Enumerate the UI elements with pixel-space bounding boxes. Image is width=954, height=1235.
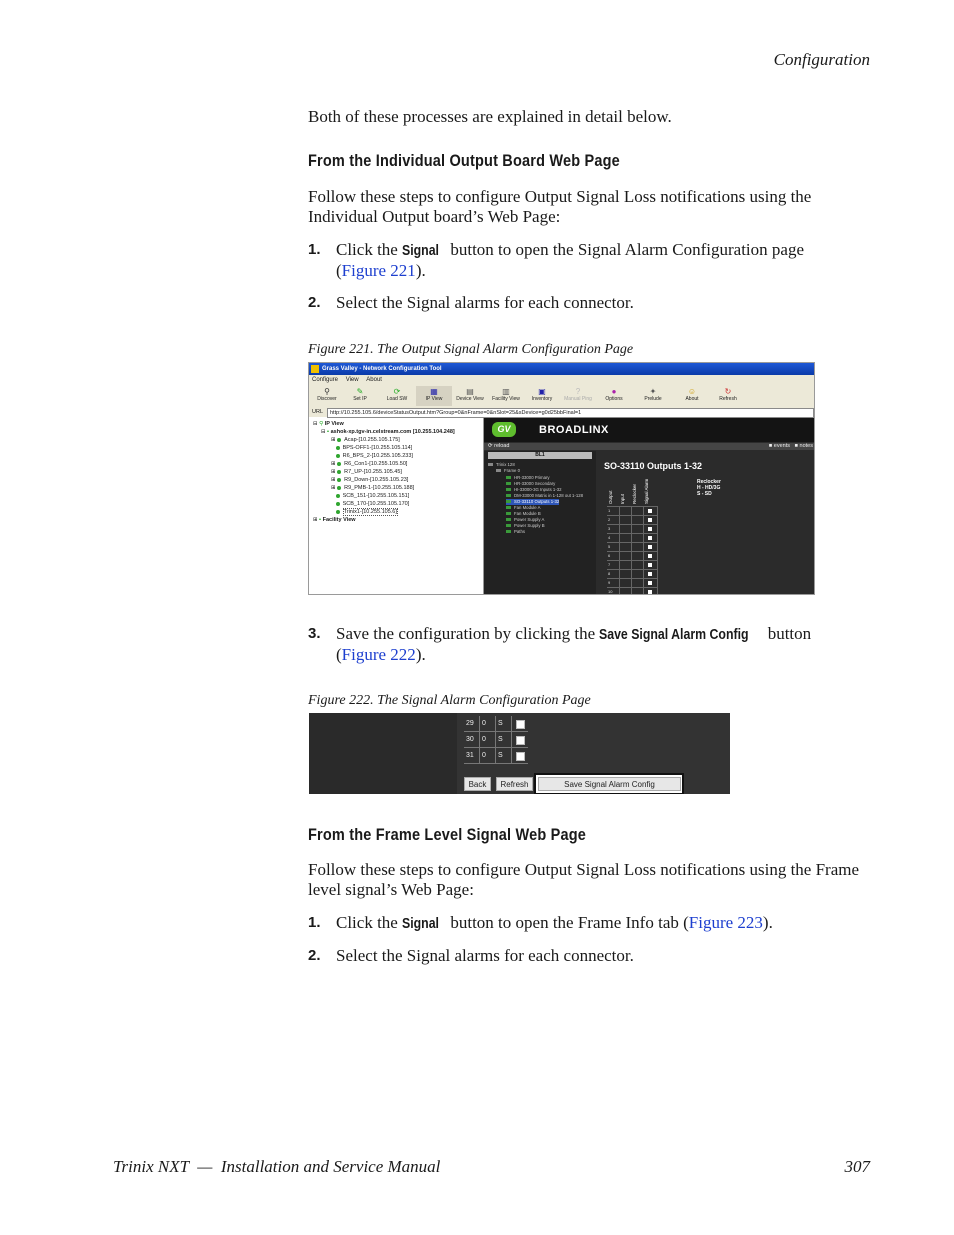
menu-view[interactable]: View (345, 377, 359, 383)
column-label: Reclocker (632, 483, 637, 504)
column-label: Signal Alarm (644, 478, 649, 504)
row-number: 3 (608, 526, 611, 531)
about-button[interactable] (674, 386, 710, 406)
ip-view-button[interactable] (416, 386, 452, 406)
signal-alarm-checkbox[interactable] (648, 554, 652, 558)
module-icon (506, 500, 511, 503)
tree-label: Facility View (322, 517, 356, 523)
status-dot-icon (336, 454, 340, 458)
inventory-button[interactable] (524, 386, 560, 406)
row-number: 1 (608, 508, 611, 513)
step-number: 2. (308, 947, 321, 964)
row-number: 6 (608, 553, 611, 558)
side-label: SO-33110 Outputs 1-32 (514, 499, 560, 504)
figure-223-link[interactable]: Figure 223 (688, 913, 763, 932)
legend-line: S - SD (697, 491, 712, 497)
back-button[interactable]: Back (464, 777, 491, 791)
inventory-icon: ▣ (538, 387, 546, 396)
network-icon: ▦ (430, 387, 438, 396)
ui-label-signal: Signal (402, 243, 440, 259)
figure-221-screenshot (308, 362, 815, 595)
row-number: 31 (464, 748, 480, 763)
module-icon (506, 524, 511, 527)
figure-222-link[interactable]: Figure 222 (341, 645, 416, 664)
tree-node[interactable]: ⊞ R9_Down-[10.255.105.23] (331, 477, 409, 483)
row-reclocker: S (496, 748, 512, 763)
section2-paragraph: Follow these steps to configure Output Signal Loss notifications using the Frame level signal’s Web Page: (308, 860, 860, 899)
tree-label: R6_Con1-[10.255.105.50] (344, 461, 408, 467)
side-label: HR-33000 Secondary (514, 481, 556, 486)
tool-label: Load SW (386, 396, 408, 402)
toolbar (309, 385, 814, 408)
tree-facility[interactable]: ⊞ ▪ Facility View (313, 517, 356, 523)
signal-alarm-checkbox[interactable] (648, 563, 652, 567)
side-item[interactable] (496, 468, 520, 474)
broadlinx-panel (484, 418, 814, 595)
table-row (464, 732, 528, 748)
table-row (607, 506, 657, 515)
figure-222-screenshot (309, 713, 730, 794)
about-icon: ☺ (687, 387, 697, 396)
signal-alarm-checkbox[interactable] (648, 509, 652, 513)
magnifier-icon: ⚲ (324, 387, 330, 396)
table-row (464, 748, 528, 764)
nav-label: reload (494, 443, 510, 449)
reload-link[interactable]: ⟳ reload (488, 443, 510, 449)
tree-node[interactable]: ⊞ R9_PMB-1-[10.255.105.188] (331, 485, 415, 491)
row-number: 9 (608, 580, 611, 585)
signal-alarm-checkbox[interactable] (648, 545, 652, 549)
step-number: 3. (308, 625, 321, 642)
facility-icon: ▪ (319, 517, 322, 523)
column-header-output (607, 478, 619, 506)
gv-logo: GV (492, 422, 516, 437)
section1-step2: Select the Signal alarms for each connector. (336, 293, 634, 312)
url-label: URL (312, 409, 324, 415)
section1-paragraph: Follow these steps to configure Output Signal Loss notifications using the Individual Output board’s Web Page: (308, 187, 812, 226)
row-number: 2 (608, 517, 611, 522)
tree-label: R9_Down-[10.255.105.23] (344, 477, 409, 483)
question-icon: ? (575, 387, 581, 396)
device-view-button[interactable] (452, 386, 488, 406)
row-input: 0 (480, 748, 496, 763)
table-row (607, 551, 657, 560)
footer-manual-title: Trinix NXT — Installation and Service Manual (113, 1157, 441, 1176)
step-text: button (763, 624, 812, 643)
tree-label: SCB_170-[10.255.105.170] (342, 501, 410, 507)
row-input: 0 (480, 732, 496, 747)
load-sw-button[interactable] (379, 386, 415, 406)
options-icon: ● (611, 387, 617, 396)
tree-label: Acap-[10.255.105.175] (344, 437, 400, 443)
signal-alarm-checkbox[interactable] (516, 720, 525, 729)
options-button[interactable] (596, 386, 632, 406)
status-dot-icon (337, 478, 341, 482)
tool-label: Options (605, 396, 623, 402)
running-header: Configuration (773, 50, 870, 69)
left-nav-panel (309, 713, 457, 794)
figure-222-caption: Figure 222. The Signal Alarm Configuration Page (308, 693, 591, 708)
tree-node[interactable] (331, 452, 413, 460)
facility-icon: ▥ (502, 387, 510, 396)
status-dot-icon (336, 446, 340, 450)
ip-view-tree (309, 418, 484, 595)
row-number: 10 (608, 589, 613, 594)
module-icon (506, 506, 511, 509)
refresh-icon: ↻ (724, 387, 732, 396)
step-text: button to open the Frame Info tab ( (446, 913, 689, 932)
reclocker-legend (697, 479, 721, 497)
module-icon (506, 482, 511, 485)
column-header-signal-alarm (643, 478, 655, 506)
intro-paragraph: Both of these processes are explained in detail below. (308, 107, 672, 126)
folder-icon (488, 463, 493, 466)
tree-label: Trinix1-[10.255.105.6] (343, 509, 397, 515)
status-dot-icon (337, 462, 341, 466)
window-title: Grass Valley - Network Configuration Tool (322, 366, 442, 372)
table-row (607, 542, 657, 551)
column-divider (631, 506, 632, 595)
brand-name: BROADLINX (539, 424, 609, 436)
nav-bar (484, 443, 814, 450)
signal-alarm-checkbox[interactable] (648, 590, 652, 594)
legend-line: Reclocker (697, 479, 721, 485)
tool-label: Device View (456, 396, 484, 402)
side-label: Fan Module B (514, 511, 541, 516)
window-titlebar (309, 363, 814, 375)
notes-link[interactable]: ■ notes (794, 443, 813, 449)
manual-ping-button[interactable] (560, 386, 596, 406)
tree-node[interactable] (331, 492, 409, 500)
side-navigation (484, 451, 596, 595)
refresh-button[interactable] (710, 386, 746, 406)
discover-button[interactable] (309, 386, 345, 406)
step-number: 1. (308, 241, 321, 258)
side-label: Power Supply B (514, 523, 545, 528)
side-label: HR-33000 Primary (514, 475, 550, 480)
step-text: Click the (336, 913, 403, 932)
tree-label: BPS-OFF1-[10.255.105.114] (342, 445, 413, 451)
section1-step3 (336, 624, 876, 665)
column-divider (657, 506, 658, 595)
paren: ). (415, 645, 426, 664)
status-dot-icon (336, 494, 340, 498)
tool-label: Discover (317, 396, 337, 402)
tree-label: SCB_151-[10.255.105.151] (342, 493, 410, 499)
tool-label: About (685, 396, 699, 402)
module-icon (506, 530, 511, 533)
row-reclocker: S (496, 716, 512, 731)
signal-alarm-checkbox[interactable] (648, 527, 652, 531)
ip-icon: ✎ (356, 387, 364, 396)
table-row (607, 524, 657, 533)
table-row (607, 515, 657, 524)
menu-bar (309, 375, 814, 385)
paren: ). (415, 261, 426, 280)
side-item[interactable] (506, 529, 525, 535)
ui-label-signal: Signal (402, 916, 440, 932)
side-label: HI-33000-3G Inputs 1-32 (514, 487, 562, 492)
module-icon (506, 512, 511, 515)
step-number: 2. (308, 294, 321, 311)
table-row (607, 560, 657, 569)
prelude-button[interactable] (635, 386, 671, 406)
network-icon: ⚲ (319, 421, 324, 427)
side-label: Frame 0 (504, 468, 520, 473)
facility-view-button[interactable] (488, 386, 524, 406)
signal-alarm-checkbox[interactable] (648, 518, 652, 522)
row-input: 0 (480, 716, 496, 731)
row-number: 8 (608, 571, 611, 576)
step-text: Click the (336, 240, 403, 259)
url-bar (309, 407, 814, 417)
folder-icon (496, 469, 501, 472)
row-number: 7 (608, 562, 611, 567)
step-text: ). (762, 913, 773, 932)
tool-label: Prelude (644, 396, 662, 402)
ui-label-save-signal-alarm-config: Save Signal Alarm Config (599, 627, 749, 643)
status-dot-icon (337, 486, 341, 490)
device-icon: ▤ (466, 387, 474, 396)
section-heading-individual-output: From the Individual Output Board Web Page (308, 152, 620, 170)
row-number: 29 (464, 716, 480, 731)
column-label: Output (608, 490, 613, 504)
tree-node[interactable] (331, 508, 398, 516)
nav-label: notes (799, 443, 813, 449)
save-signal-alarm-config-button[interactable]: Save Signal Alarm Config (538, 777, 681, 791)
signal-alarm-checkbox[interactable] (648, 572, 652, 576)
column-header-input (619, 478, 631, 506)
signal-alarm-checkbox[interactable] (648, 536, 652, 540)
set-ip-button[interactable] (342, 386, 378, 406)
module-icon (506, 494, 511, 497)
signal-alarm-checkbox[interactable] (648, 581, 652, 585)
row-number: 30 (464, 732, 480, 747)
frame-selector[interactable]: BL1 (488, 452, 592, 459)
tree-label: R6_BPS_2-[10.255.105.233] (342, 453, 413, 459)
tree-label: R9_PMB-1-[10.255.105.188] (344, 485, 415, 491)
step-number: 1. (308, 914, 321, 931)
side-label: Power Supply A (514, 517, 545, 522)
column-divider (619, 506, 620, 595)
events-link[interactable]: ■ events (768, 443, 790, 449)
tree-label: ashok-xp.tgv-in.celstream.com [10.255.104.248] (330, 429, 455, 435)
row-reclocker: S (496, 732, 512, 747)
computer-icon: ▪ (327, 429, 330, 435)
status-dot-icon (337, 438, 341, 442)
module-page-title: SO-33110 Outputs 1-32 (604, 461, 703, 471)
column-header-reclocker (631, 478, 643, 506)
tree-node[interactable] (331, 500, 409, 508)
tree-node[interactable]: ⊞ R7_UP-[10.255.105.45] (331, 469, 402, 475)
legend-line: H - HD/3G (697, 485, 721, 491)
prelude-icon: ✦ (649, 387, 657, 396)
url-input[interactable]: http://10.255.105.6/deviceStatusOutput.htm?Group=0&nFrame=0&nSlot=25&sDevice=g0d25bbFinal=1 (327, 408, 814, 418)
app-icon (311, 365, 319, 373)
signal-alarm-checkbox[interactable] (516, 736, 525, 745)
load-icon: ⟳ (393, 387, 401, 396)
figure-221-link[interactable]: Figure 221 (341, 261, 416, 280)
tool-label: Refresh (719, 396, 737, 402)
table-row (607, 578, 657, 587)
section2-step2: Select the Signal alarms for each connector. (336, 946, 634, 965)
tool-label: Manual Ping (564, 396, 592, 402)
column-label: Input (620, 493, 625, 504)
tree-label: R7_UP-[10.255.105.45] (344, 469, 402, 475)
tree-label: IP View (324, 421, 344, 427)
module-icon (506, 518, 511, 521)
broadlinx-banner (484, 418, 814, 442)
step-text: button to open the Signal Alarm Configuration page (446, 240, 804, 259)
table-row (607, 587, 657, 595)
refresh-button[interactable]: Refresh (496, 777, 533, 791)
column-divider (643, 506, 644, 595)
paren: ( (336, 645, 342, 664)
tool-label: Facility View (492, 396, 520, 402)
module-icon (506, 476, 511, 479)
page-number: 307 (844, 1157, 870, 1176)
tree-node[interactable]: ⊞ Acap-[10.255.105.175] (331, 437, 400, 443)
tool-label: Inventory (531, 396, 553, 402)
side-label: Fan Module A (514, 505, 541, 510)
table-row (607, 569, 657, 578)
row-number: 5 (608, 544, 611, 549)
status-dot-icon (337, 470, 341, 474)
side-label: Trinix 128 (496, 462, 515, 467)
tool-label: IP View (425, 396, 443, 402)
row-number: 4 (608, 535, 611, 540)
table-row (464, 716, 528, 732)
tool-label: Set IP (353, 396, 367, 402)
section2-step1 (336, 913, 876, 934)
tree-node[interactable]: ⊞ R6_Con1-[10.255.105.50] (331, 461, 408, 467)
module-icon (506, 488, 511, 491)
signal-alarm-checkbox[interactable] (516, 752, 525, 761)
table-row (607, 533, 657, 542)
section1-step1 (336, 240, 876, 281)
status-dot-icon (336, 510, 340, 514)
nav-label: events (773, 443, 790, 449)
section-heading-frame-level: From the Frame Level Signal Web Page (308, 826, 586, 844)
menu-about[interactable]: About (366, 377, 382, 383)
paren: ( (336, 261, 342, 280)
tree-root[interactable]: ⊟ ⚲ IP View (313, 421, 344, 427)
tree-host[interactable]: ⊟ ▪ ashok-xp.tgv-in.celstream.com [10.255.104.248] (321, 429, 455, 435)
tree-node[interactable] (331, 444, 412, 452)
side-label: Paths (514, 529, 525, 534)
step-text: Save the configuration by clicking the (336, 624, 600, 643)
menu-configure[interactable]: Configure (312, 377, 339, 383)
figure-221-caption: Figure 221. The Output Signal Alarm Configuration Page (308, 342, 634, 357)
status-dot-icon (336, 502, 340, 506)
side-label: DM-33000 Matrix in 1-128 out 1-128 (514, 493, 584, 498)
